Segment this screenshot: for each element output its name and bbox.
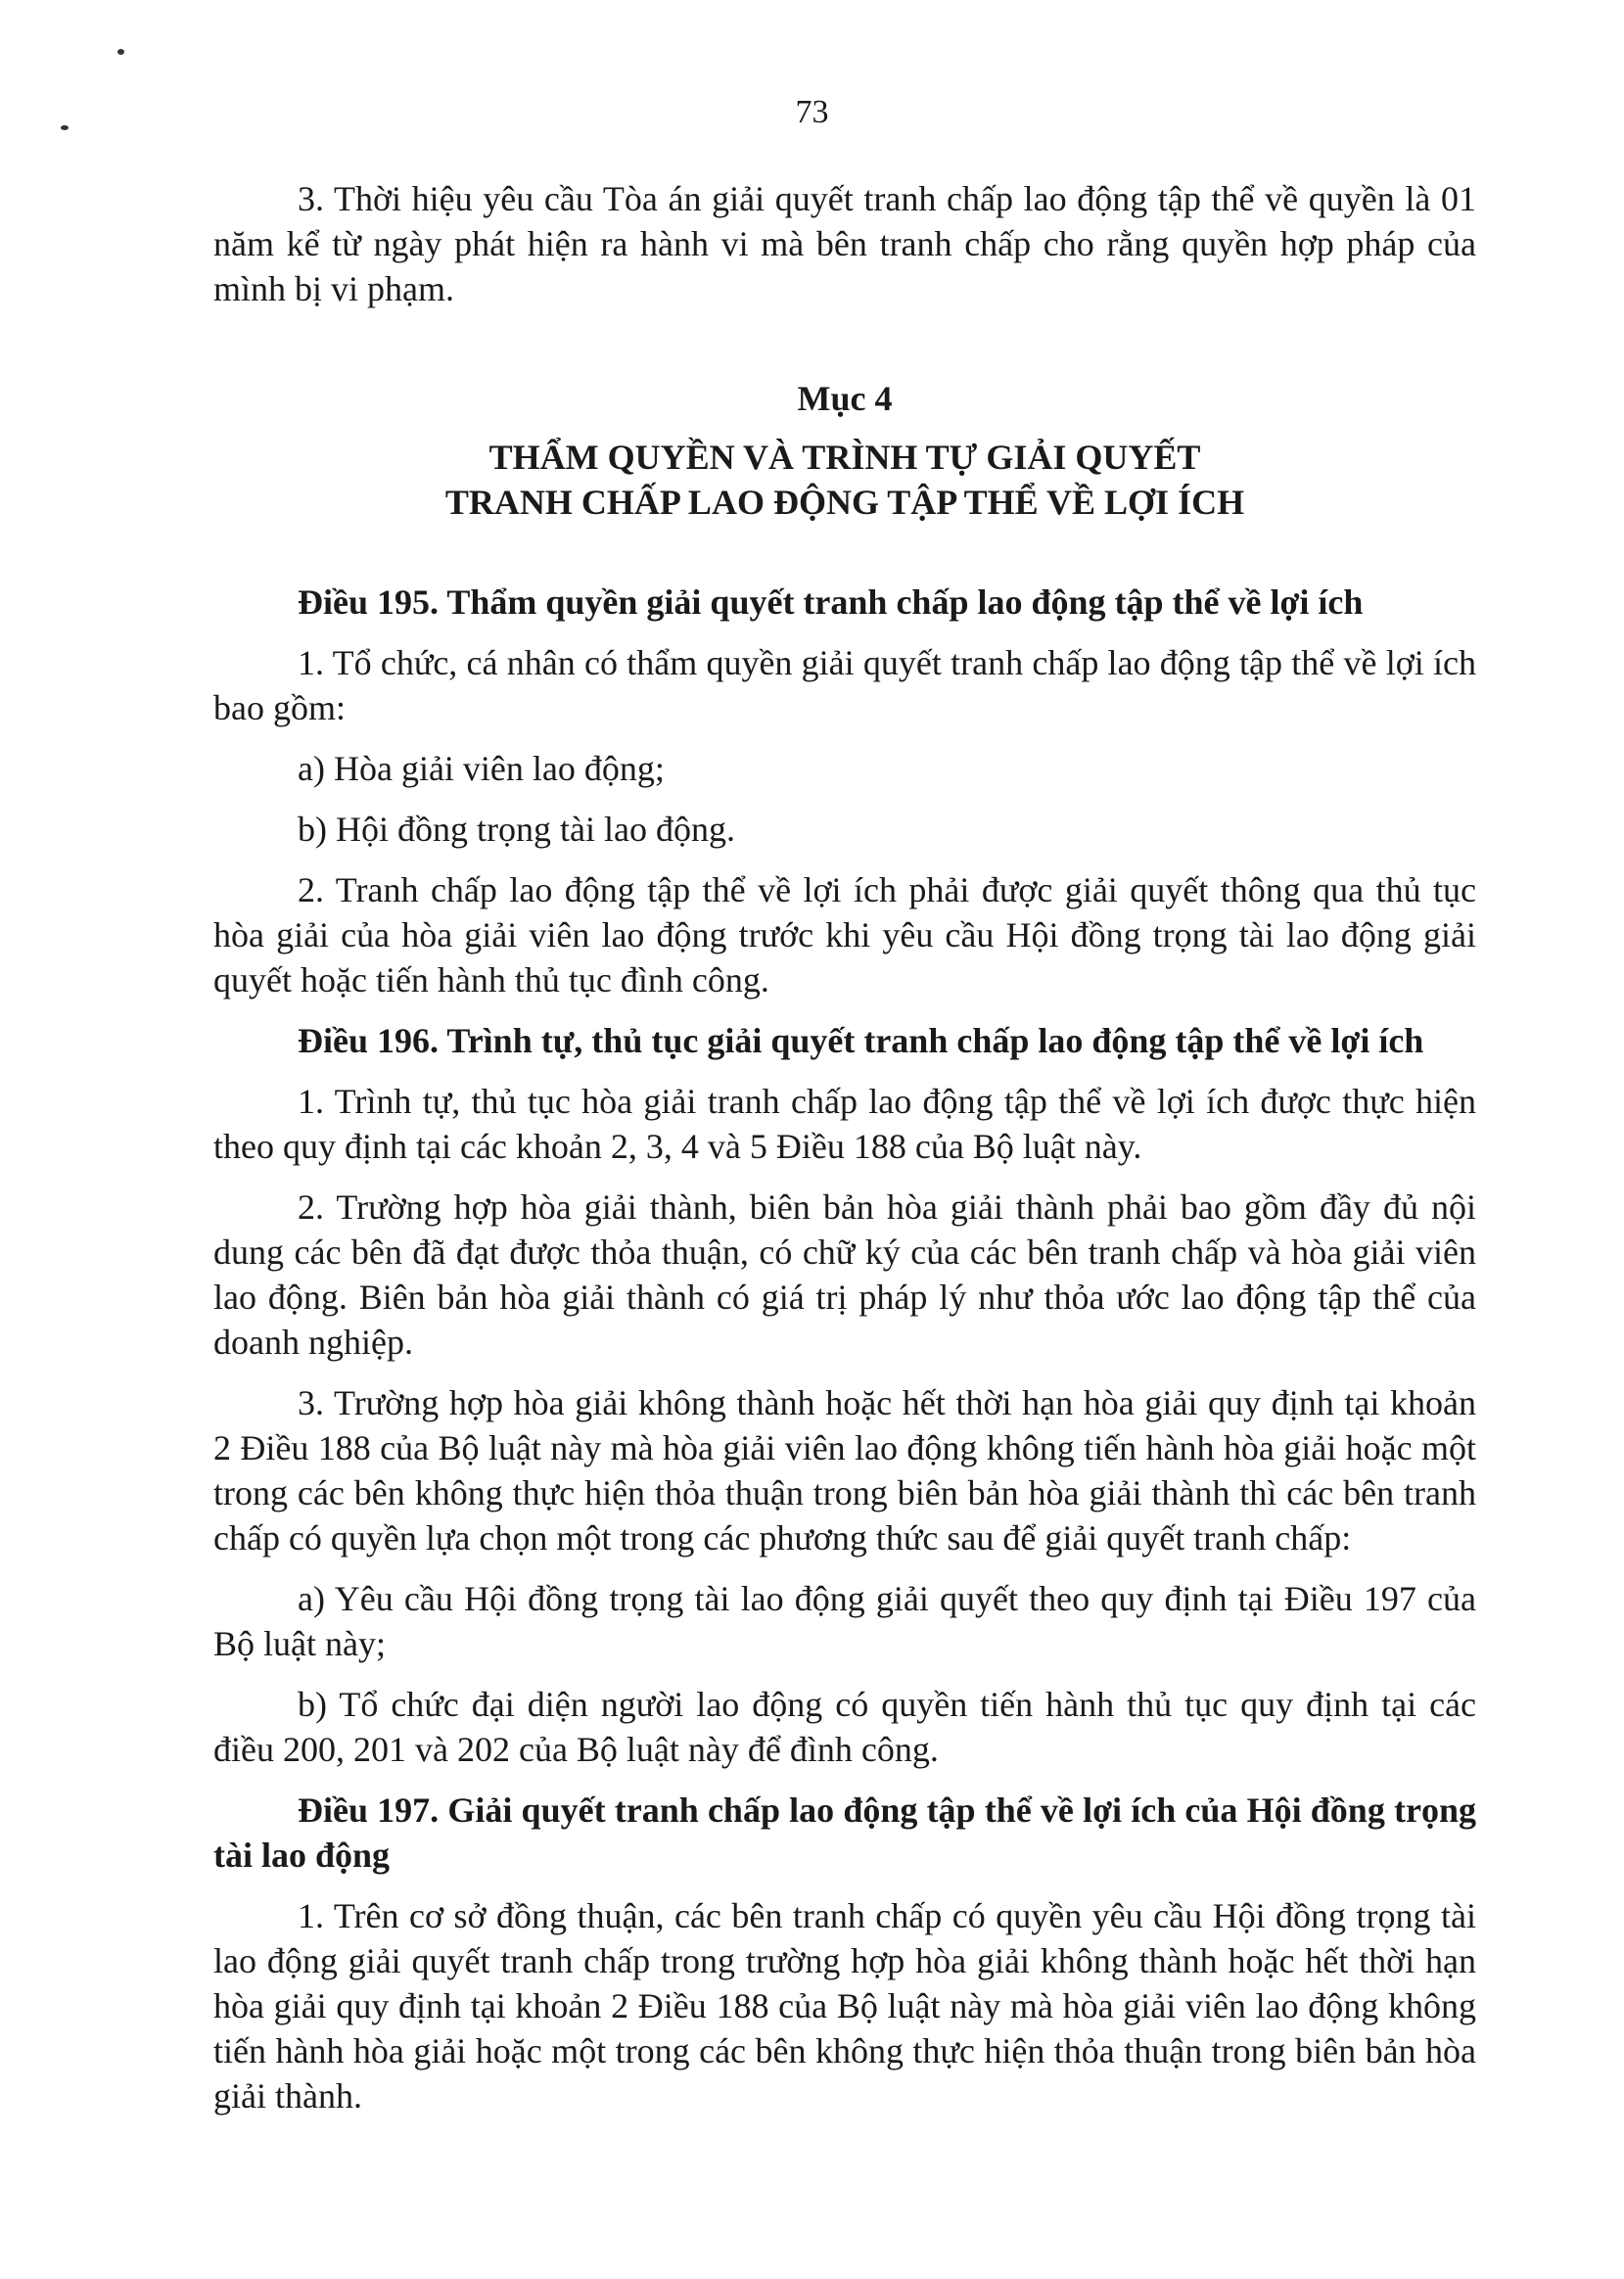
section-title — [213, 435, 1476, 525]
section-title-line: TRANH CHẤP LAO ĐỘNG TẬP THỂ VỀ LỢI ÍCH — [444, 483, 1245, 522]
paragraph: 2. Tranh chấp lao động tập thể về lợi ích phải được giải quyết thông qua thủ tục hòa giải của hòa giải viên lao động trước khi yêu cầu Hội đồng trọng tài lao động giải quyết hoặc tiến hành thủ tục đình công. — [213, 870, 1476, 1000]
paragraph: 1. Trên cơ sở đồng thuận, các bên tranh chấp có quyền yêu cầu Hội đồng trọng tài lao động giải quyết tranh chấp trong trường hợp hòa giải không thành hoặc hết thời hạn hòa giải quy định tại khoản 2 Điều 188 của Bộ luật này mà hòa giải viên lao động không tiến hành hòa giải hoặc một trong các bên không thực hiện thỏa thuận trong biên bản hòa giải thành. — [213, 1896, 1476, 2116]
paragraph: 3. Trường hợp hòa giải không thành hoặc hết thời hạn hòa giải quy định tại khoản 2 Điều 188 của Bộ luật này mà hòa giải viên lao động không tiến hành hòa giải hoặc một trong các bên không thực hiện thỏa thuận trong biên bản hòa giải thành thì các bên tranh chấp có quyền lựa chọn một trong các phương thức sau để giải quyết tranh chấp: — [213, 1383, 1476, 1558]
paragraph: 3. Thời hiệu yêu cầu Tòa án giải quyết tranh chấp lao động tập thể về quyền là 01 năm kể từ ngày phát hiện ra hành vi mà bên tranh chấp cho rằng quyền hợp pháp của mình bị vi phạm. — [213, 179, 1476, 308]
article-heading: Điều 196. Trình tự, thủ tục giải quyết tranh chấp lao động tập thể về lợi ích — [298, 1021, 1424, 1060]
scan-speck — [117, 49, 124, 55]
document-body — [213, 176, 1476, 2134]
paragraph: a) Hòa giải viên lao động; — [298, 749, 665, 788]
page-number: 73 — [795, 94, 829, 130]
paragraph: 1. Trình tự, thủ tục hòa giải tranh chấp lao động tập thể về lợi ích được thực hiện theo quy định tại các khoản 2, 3, 4 và 5 Điều 188 của Bộ luật này. — [213, 1082, 1476, 1166]
paragraph: b) Hội đồng trọng tài lao động. — [298, 810, 735, 849]
section-title-line: THẨM QUYỀN VÀ TRÌNH TỰ GIẢI QUYẾT — [488, 438, 1201, 477]
paragraph: 1. Tổ chức, cá nhân có thẩm quyền giải quyết tranh chấp lao động tập thể về lợi ích bao gồm: — [213, 643, 1476, 727]
paragraph: 2. Trường hợp hòa giải thành, biên bản hòa giải thành phải bao gồm đầy đủ nội dung các bên đã đạt được thỏa thuận, có chữ ký của các bên tranh chấp và hòa giải viên lao động. Biên bản hòa giải thành có giá trị pháp lý như thỏa ước lao động tập thể của doanh nghiệp. — [213, 1187, 1476, 1362]
section-number: Mục 4 — [797, 379, 893, 418]
paragraph: a) Yêu cầu Hội đồng trọng tài lao động giải quyết theo quy định tại Điều 197 của Bộ luật này; — [213, 1579, 1476, 1663]
article-heading: Điều 197. Giải quyết tranh chấp lao động tập thể về lợi ích của Hội đồng trọng tài lao động — [213, 1791, 1476, 1875]
paragraph: b) Tổ chức đại diện người lao động có quyền tiến hành thủ tục quy định tại các điều 200, 201 và 202 của Bộ luật này để đình công. — [213, 1685, 1476, 1769]
article-heading: Điều 195. Thẩm quyền giải quyết tranh chấp lao động tập thể về lợi ích — [298, 582, 1364, 622]
